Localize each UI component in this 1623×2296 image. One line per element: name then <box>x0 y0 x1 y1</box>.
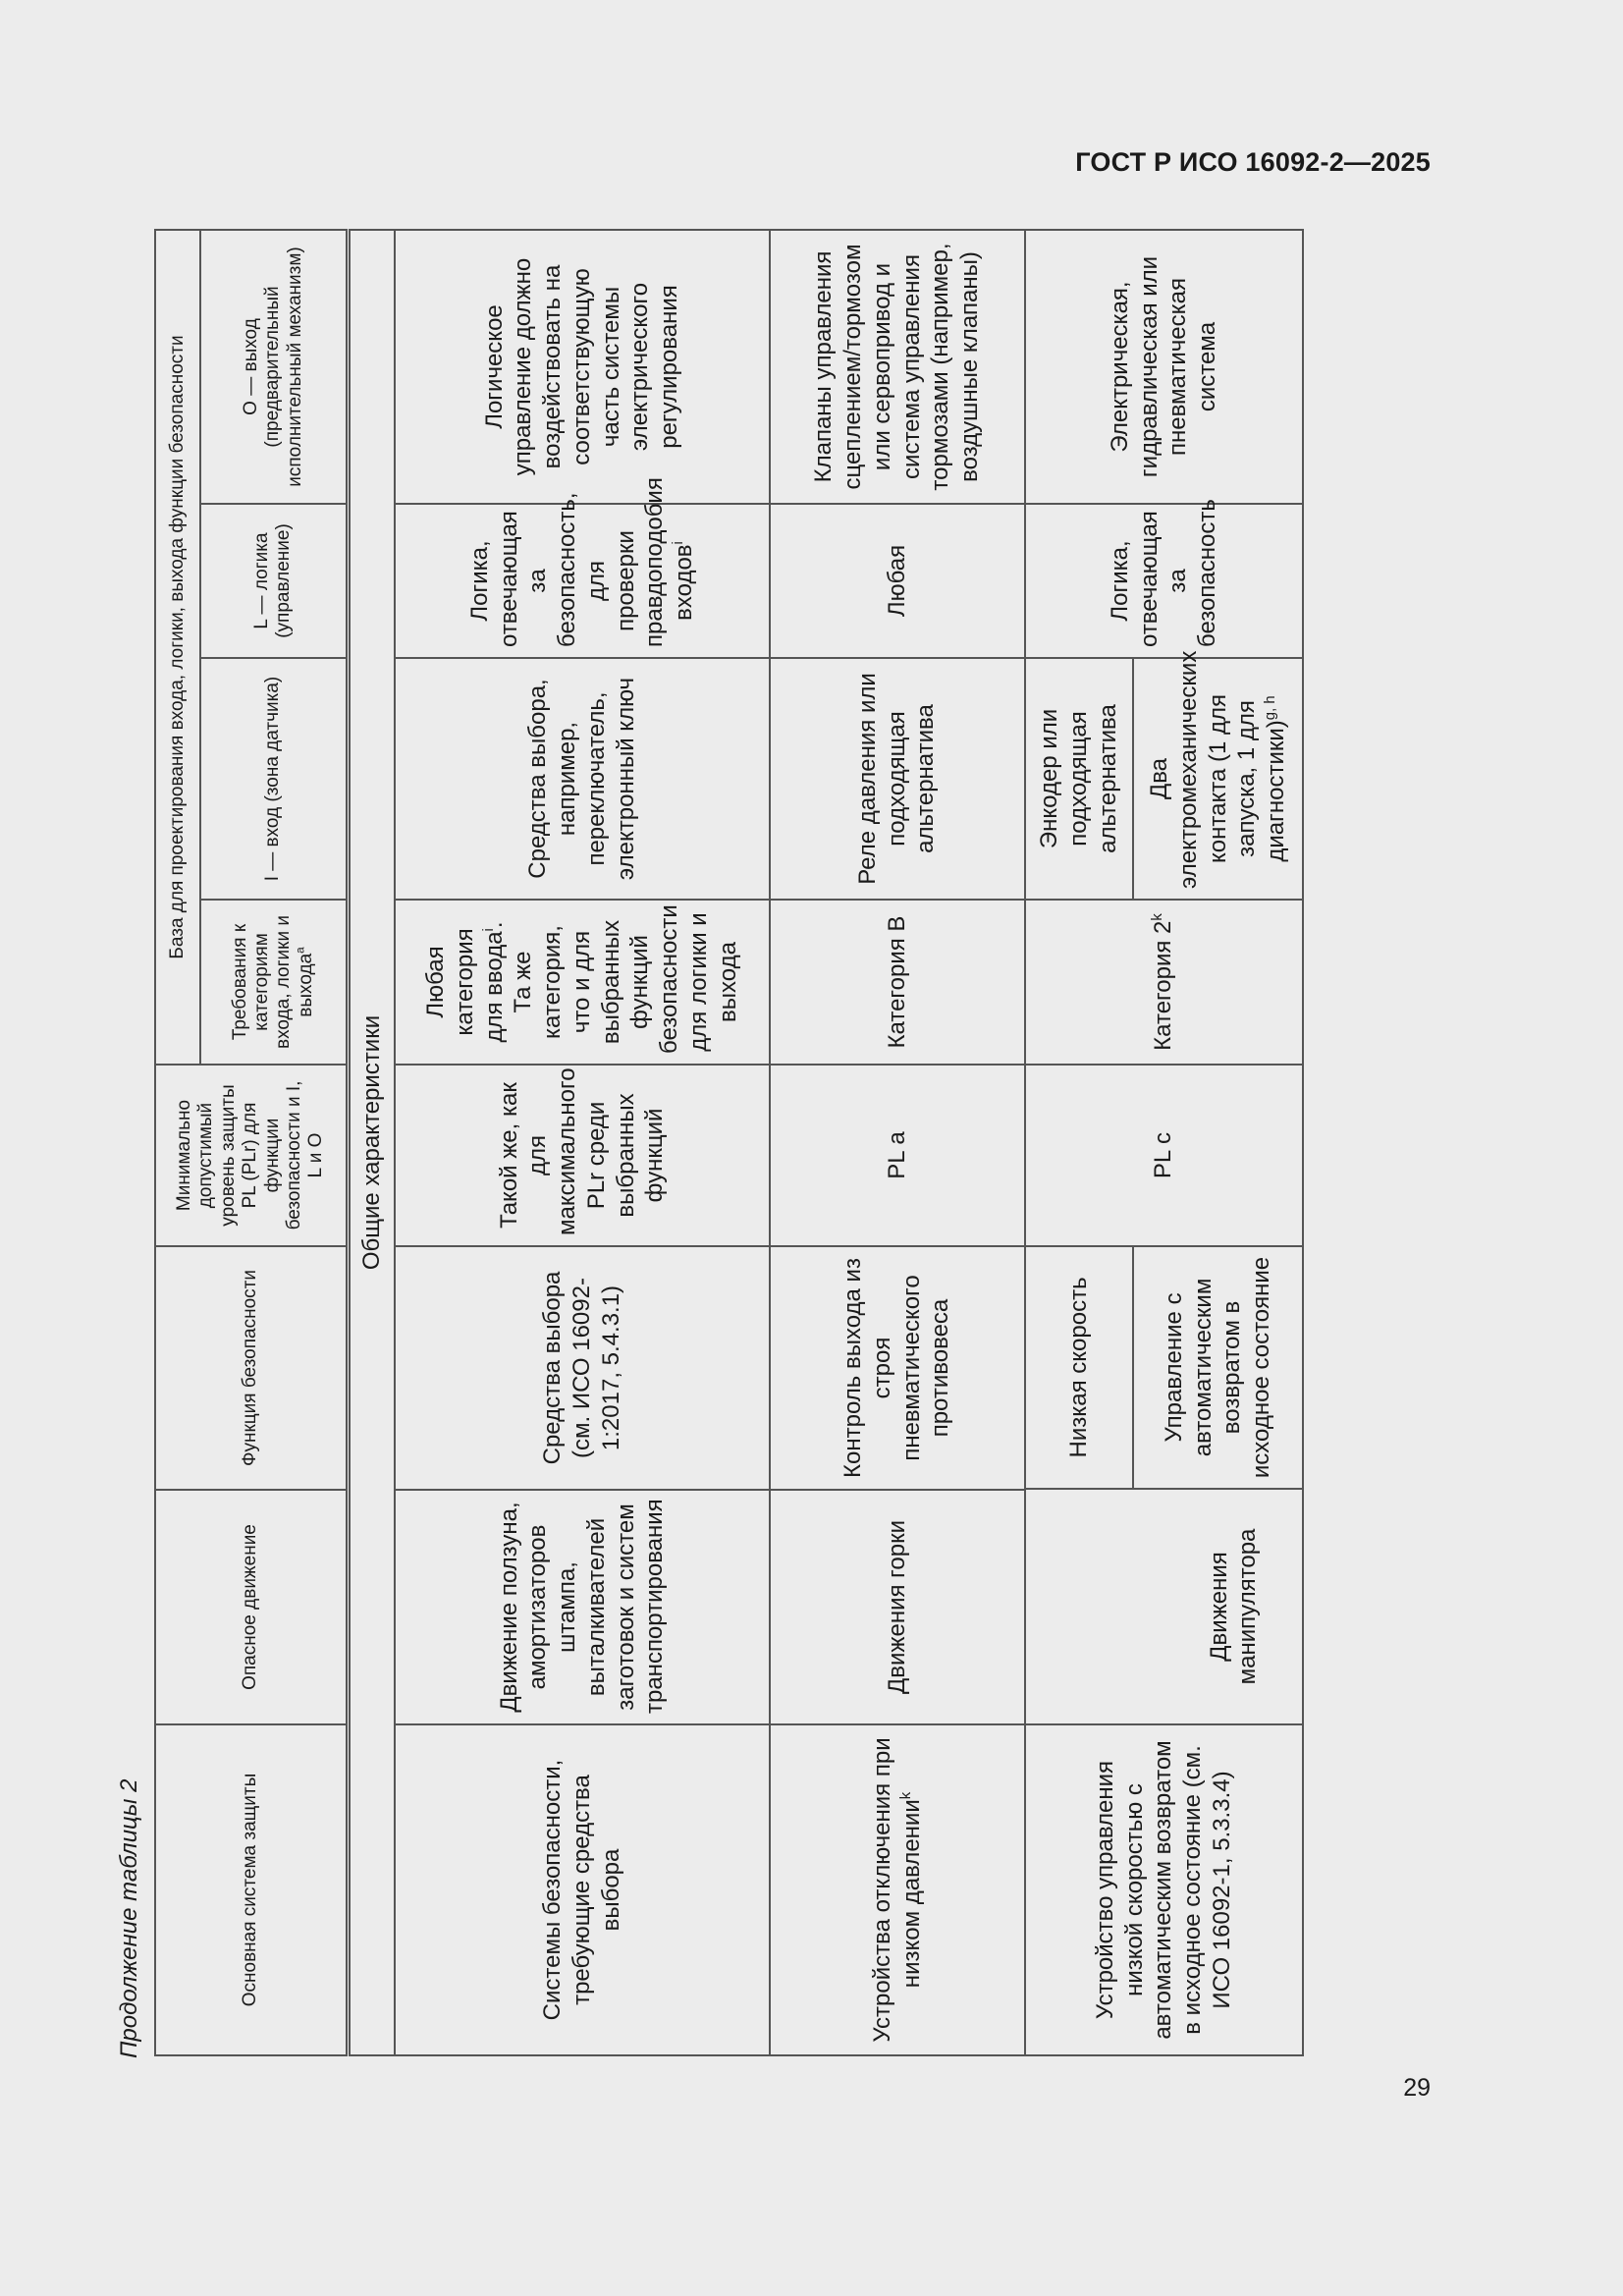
header-movement: Опасное движение <box>155 1490 348 1724</box>
cell-system-text: Устройства отключения при низком давлении <box>868 1737 925 2043</box>
cell-req-text: Любая категория для ввода <box>422 928 508 1043</box>
cell-system <box>770 1724 1025 2055</box>
cell-input: Реле давления или подходящая альтернатива <box>770 658 1025 900</box>
cell-logic <box>395 477 769 658</box>
table-row <box>770 230 1025 2055</box>
document-id: ГОСТ Р ИСО 16092-2—2025 <box>1075 147 1431 177</box>
table-row <box>1025 230 1133 2055</box>
header-logic: L — логика (управление) <box>200 504 348 658</box>
cell-system-sup: k <box>897 1791 914 1800</box>
header-plr: Минимально допустимый уровень защиты PL (PLr) для функции безопасности и I, L и O <box>155 1065 348 1246</box>
rotated-table-block <box>154 231 1304 2056</box>
header-system: Основная система защиты <box>155 1724 348 2055</box>
cell-output: Логическое управление должно воздействовать на соответствующую часть системы электрического регулирования <box>395 230 769 504</box>
header-req <box>200 900 348 1065</box>
cell-system: Системы безопасности, требующие средства выбора <box>395 1724 769 2055</box>
cell-plr: PL a <box>770 1065 1025 1246</box>
table-row <box>395 230 769 2055</box>
cell-input-b-text: Два электромеханических контакта (1 для запуска, 1 для диагностики) <box>1146 650 1290 889</box>
cell-function-b: Управление с автоматическим возвратом в исходное состояние <box>1160 1256 1275 1479</box>
cell-req: Категория B <box>770 900 1025 1065</box>
cell-function: Средства выбора (см. ИСО 16092-1:2017, 5.4.3.1) <box>395 1246 769 1490</box>
header-output: O — выход (предварительный исполнительный механизм) <box>200 230 348 504</box>
cell-movement-function <box>1025 1246 1303 1724</box>
cell-output: Клапаны управления сцеплением/тормозом или сервопривод и система управления тормозами (например, воздушные клапаны) <box>770 230 1025 504</box>
cell-logic-sup: i <box>671 541 687 545</box>
header-req-text: Требования к категориям входа, логики и выхода <box>229 915 316 1049</box>
cell-req-sup: i <box>480 928 497 932</box>
table-caption: Продолжение таблицы 2 <box>116 1778 142 2058</box>
cell-function-a: Низкая скорость <box>1026 1247 1134 1488</box>
cell-input-a: Энкодер или подходящая альтернатива <box>1025 658 1133 900</box>
cell-req <box>395 900 769 1065</box>
cell-input-b-sup: g, h <box>1263 695 1279 721</box>
header-function: Функция безопасности <box>155 1246 348 1490</box>
cell-movement: Движение ползуна, амортизаторов штампа, выталкивателей заготовок и систем транспортирования <box>395 1490 769 1724</box>
cell-logic: Логика, отвечающая за безопасность <box>1025 504 1303 658</box>
cell-logic-text: Логика, отвечающая за безопасность, для проверки правдоподобия входов <box>465 477 698 647</box>
safety-table <box>154 229 1304 2056</box>
cell-req <box>1025 900 1303 1065</box>
cell-function: Контроль выхода из строя пневматического противовеса <box>770 1246 1025 1490</box>
cell-logic: Любая <box>770 504 1025 658</box>
cell-input-b <box>1133 650 1303 900</box>
cell-function-split <box>1026 1247 1302 1490</box>
page-number: 29 <box>1403 2074 1431 2102</box>
cell-input: Средства выбора, например, переключатель, электронный ключ <box>395 658 769 900</box>
section-title: Общие характеристики <box>348 230 395 2055</box>
cell-movement: Движения горки <box>770 1490 1025 1724</box>
header-req-sup: a <box>294 947 307 954</box>
cell-output: Электрическая, гидравлическая или пневматическая система <box>1025 230 1303 504</box>
cell-movement: Движения манипулятора <box>1205 1528 1262 1685</box>
cell-system: Устройство управления низкой скоростью с автоматическим возвратом в исходное состояние (см. ИСО 16092-1, 5.3.3.4) <box>1025 1724 1303 2055</box>
cell-req-tail: . Та же категория, что и для выбранных функций безопасности для логики и выхода <box>480 904 741 1054</box>
cell-req-text: Категория 2 <box>1150 920 1177 1051</box>
cell-plr: PL c <box>1025 1065 1303 1246</box>
header-basis: База для проектирования входа, логики, выхода функции безопасности <box>155 230 200 1065</box>
cell-plr: Такой же, как для максимального PLr среди выбранных функций <box>395 1065 769 1246</box>
header-input: I — вход (зона датчика) <box>200 658 348 900</box>
cell-req-sup: k <box>1150 913 1166 921</box>
